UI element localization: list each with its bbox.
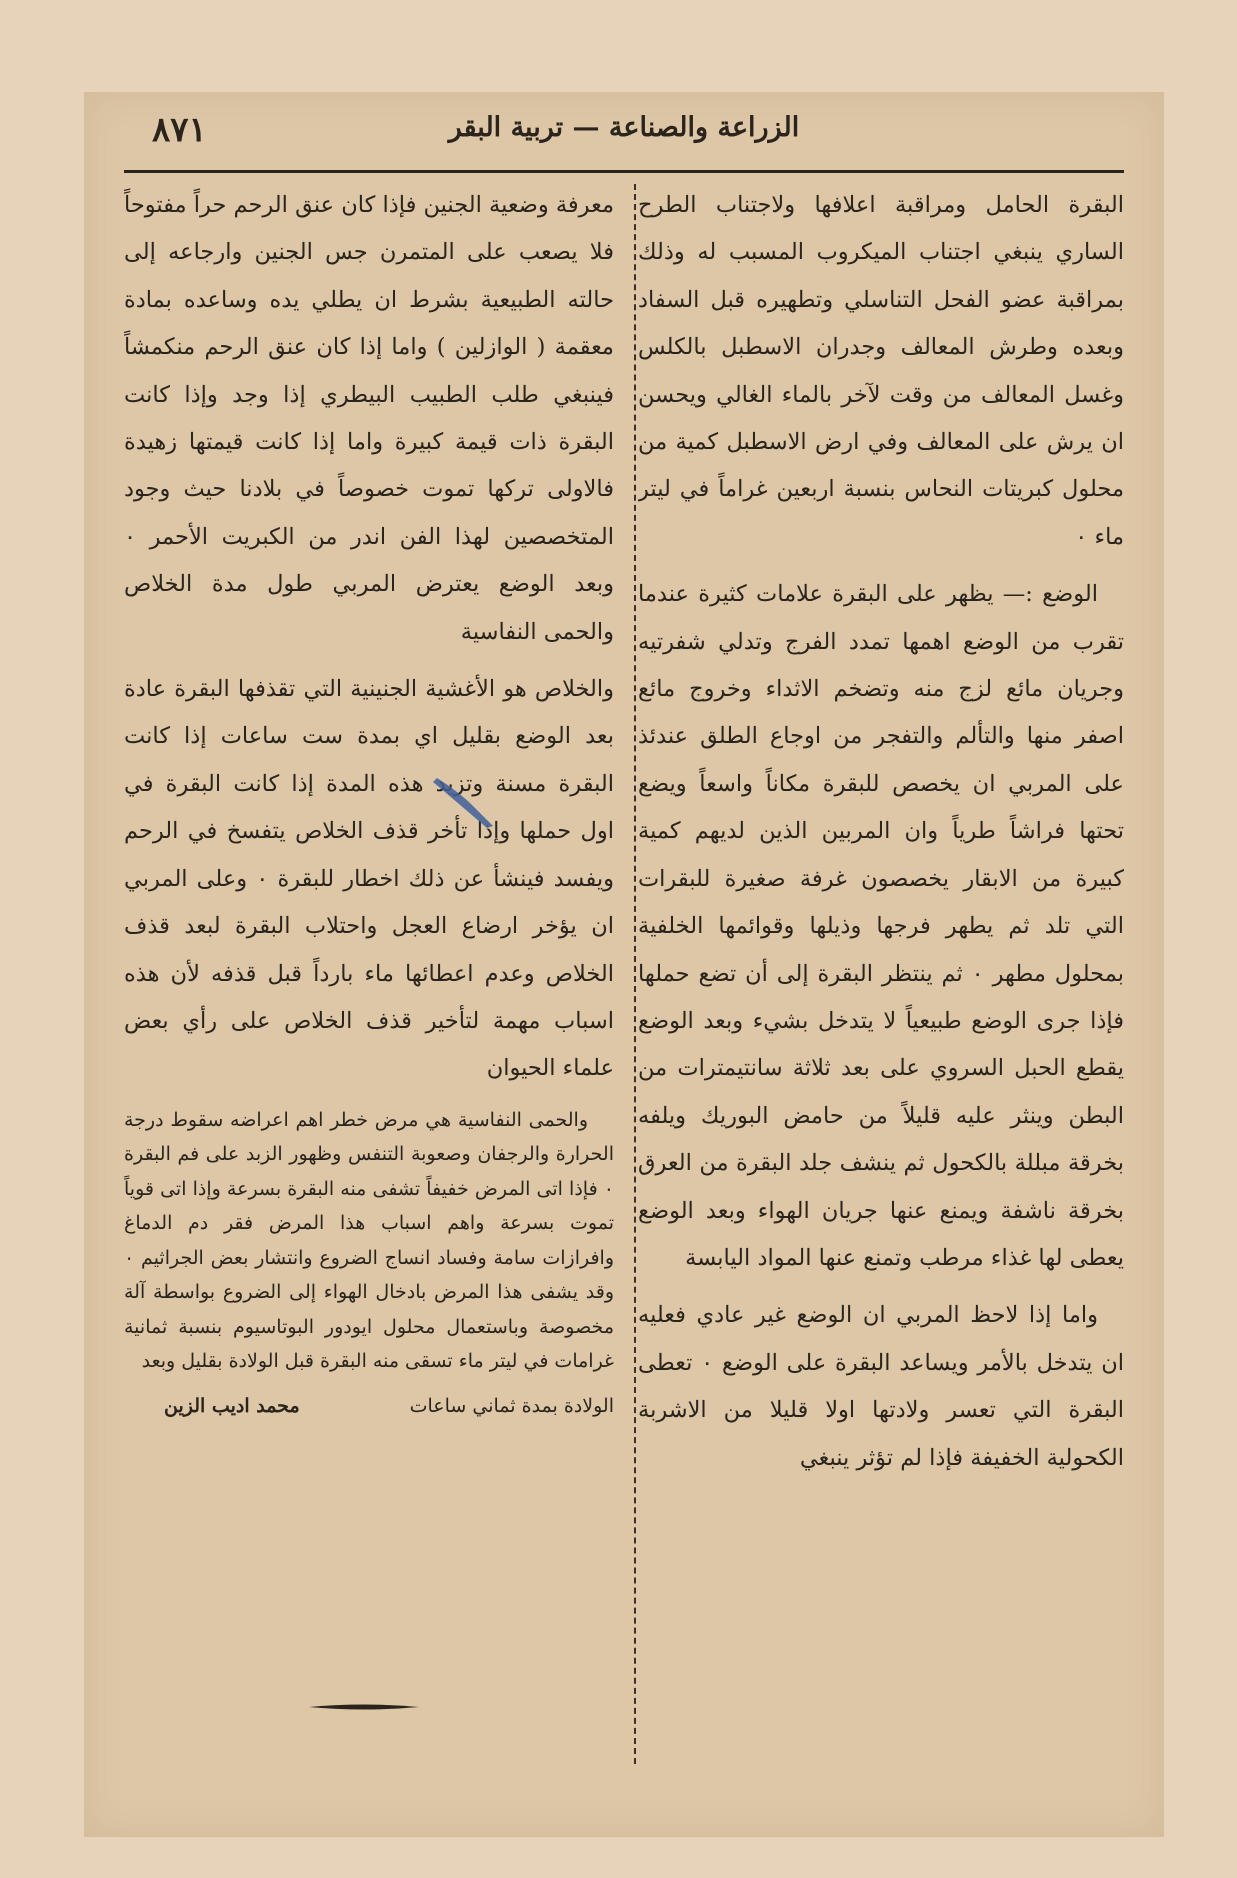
end-ornament-icon	[309, 1704, 419, 1710]
author-signature: محمد اديب الزين	[164, 1394, 300, 1417]
paragraph-placenta: والخلاص هو الأغشية الجنينية التي تقذفها البقرة عادة بعد الوضع بقليل اي بمدة ست ساعات إذا كانت البقرة مسنة وتزيد هذه المدة إذا كانت البقرة في اول حملها وإذا تأخر قذف الخلاص يتفسخ في الرحم ويفسد فينشأ عن ذلك اخطار للبقرة ٠ وعلى المربي ان يؤخر ارضاع العجل واحتلاب البقرة لبعد قذف الخلاص وعدم اعطائها ماء بارداً قبل قذفه لأن هذه اسباب مهمة لتأخير قذف الخلاص على رأي بعض علماء الحيوان	[124, 676, 614, 1082]
paragraph-fetus-position: معرفة وضعية الجنين فإذا كان عنق الرحم حراً مفتوحاً فلا يصعب على المتمرن جس الجنين وارجاعه إلى حالته الطبيعية بشرط ان يطلي يده وساعده بمادة معقمة ( الوازلين ) واما إذا كان عنق الرحم منكمشاً فينبغي طلب الطبيب البيطري إذا وجد وإذا كانت البقرة ذات قيمة كبيرة واما إذا كانت قيمتها زهيدة فالاولى تركها تموت خصوصاً في بلادنا حيث وجود المتخصصين لهذا الفن اندر من الكبريت الأحمر ٠ وبعد الوضع يعترض المربي طول مدة الخلاص والحمى النفاسية	[124, 192, 614, 645]
ink-stain-mark	[429, 772, 499, 832]
closing-line	[124, 1389, 614, 1423]
paragraph-milk-fever: والحمى النفاسية هي مرض خطر اهم اعراضه سقوط درجة الحرارة والرجفان وصعوبة التنفس وظهور الزبد على فم البقرة ٠ فإذا اتى المرض خفيفاً تشفى منه البقرة بسرعة وإذا اتى قوياً تموت بسرعة واهم اسباب هذا المرض فقر دم الدماغ وافرازات سامة وفساد انساج الضروع وانتشار بعض الجراثيم ٠ وقد يشفى هذا المرض بادخال الهواء إلى الضروع بواسطة آلة مخصوصة وباستعمال محلول ايودور البوتاسيوم بنسبة ثمانية غرامات في ليتر ماء تسقى منه البقرة قبل الولادة بقليل وبعد	[124, 1108, 614, 1373]
column-divider	[634, 184, 636, 1764]
left-column	[124, 182, 614, 1772]
paragraph-calving: الوضع :— يظهر على البقرة علامات كثيرة عندما تقرب من الوضع اهمها تمدد الفرج وتدلي شفرتيه وجريان مائع لزج منه وتضخم الاثداء وخروج مائع اصفر منها والتألم والتفجر من اوجاع الطلق عندئذ على المربي ان يخصص للبقرة مكاناً واسعاً ويضع تحتها فراشاً طرياً وان المربين الذين لديهم كمية كبيرة من الابقار يخصصون غرفة صغيرة للبقرات التي تلد ثم يطهر فرجها وذيلها وقوائمها الخلفية بمحلول مطهر ٠ ثم ينتظر البقرة إلى أن تضع حملها فإذا جرى الوضع طبيعياً لا يتدخل بشيء وبعد الوضع يقطع الحبل السروي على بعد ثلاثة سانتيمترات من البطن وينثر عليه قليلاً من حامض البوريك ويلفه بخرقة مبللة بالكحول ثم ينشف جلد البقرة من العرق بخرقة ناشفة ويمنع عنها جريان الهواء وبعد الوضع يعطى لها غذاء مرطب وتمنع عنها المواد اليابسة	[638, 581, 1124, 1271]
paragraph-pregnant-cow-care: البقرة الحامل ومراقبة اعلافها ولاجتناب الطرح الساري ينبغي اجتناب الميكروب المسبب له وذلك بمراقبة عضو الفحل التناسلي وتطهيره قبل السفاد وبعده وطرش المعالف وجدران الاسطبل بالكلس وغسل المعالف من وقت لآخر بالماء الغالي ويحسن ان يرش على المعالف وفي ارض الاسطبل كمية من محلول كبريتات النحاس بنسبة اربعين غراماً في ليتر ماء ٠	[638, 192, 1124, 550]
right-column	[638, 182, 1124, 1772]
header-rule	[124, 170, 1124, 173]
closing-text: الولادة بمدة ثماني ساعات	[409, 1394, 614, 1417]
page-header	[144, 110, 1104, 154]
page-number: ٨٧١	[152, 110, 207, 150]
newspaper-page	[84, 92, 1164, 1837]
paragraph-difficult-calving: واما إذا لاحظ المربي ان الوضع غير عادي فعليه ان يتدخل بالأمر ويساعد البقرة على الوضع ٠ تعطى البقرة التي تعسر ولادتها اولا قليلا من الاشربة الكحولية الخفيفة فإذا لم تؤثر ينبغي	[638, 1302, 1124, 1471]
running-title: الزراعة والصناعة — تربية البقر	[448, 112, 800, 143]
